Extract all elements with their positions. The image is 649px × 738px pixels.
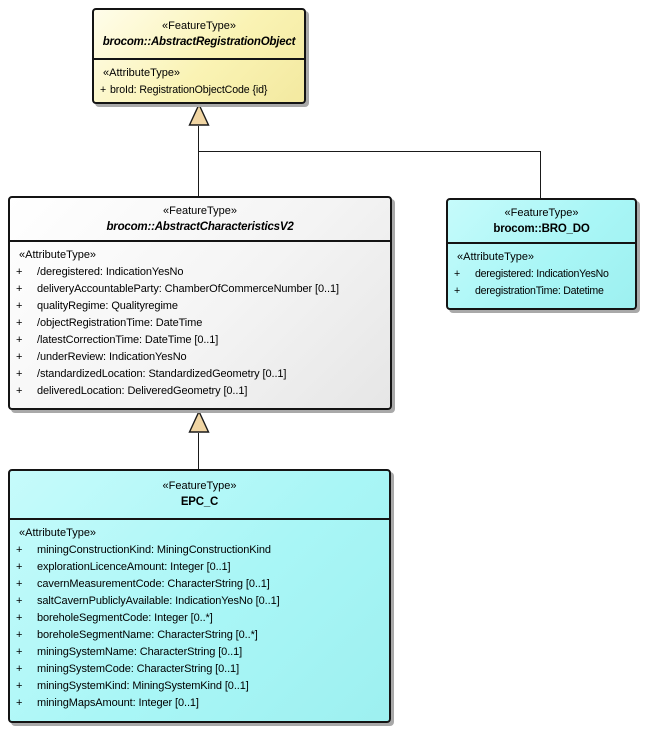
class-stereotype: «FeatureType» <box>163 204 237 217</box>
attribute-row <box>13 383 387 400</box>
attribute-row <box>13 610 386 627</box>
attribute-text: /standardizedLocation: StandardizedGeometry [0..1] <box>37 368 287 380</box>
class-name: brocom::AbstractCharacteristicsV2 <box>106 220 294 233</box>
class-header <box>10 471 389 520</box>
visibility-marker: + <box>16 612 23 624</box>
class-name: EPC_C <box>180 496 219 508</box>
attribute-text: miningSystemKind: MiningSystemKind [0..1] <box>37 680 249 692</box>
attribute-row <box>13 281 387 298</box>
visibility-marker: + <box>16 334 23 346</box>
visibility-marker: + <box>100 84 107 96</box>
attribute-row <box>13 298 387 315</box>
attribute-stereotype: «AttributeType» <box>103 67 181 79</box>
visibility-marker: + <box>16 266 23 278</box>
attribute-compartment <box>94 60 304 102</box>
visibility-marker: + <box>454 285 460 297</box>
attribute-row <box>451 266 632 283</box>
attribute-text: deregistered: IndicationYesNo <box>475 268 609 280</box>
visibility-marker: + <box>16 385 23 397</box>
class-abstract-characteristics-v2[interactable] <box>8 196 392 410</box>
class-epc-c[interactable] <box>8 469 391 723</box>
attribute-text: /objectRegistrationTime: DateTime <box>37 317 203 329</box>
visibility-marker: + <box>16 578 23 590</box>
class-abstract-registration-object[interactable] <box>92 8 306 104</box>
generalization-arrowhead-icon <box>188 410 210 434</box>
attribute-row <box>13 315 387 332</box>
class-header <box>448 200 635 244</box>
attribute-row <box>97 82 301 99</box>
attribute-text: miningMapsAmount: Integer [0..1] <box>37 697 199 709</box>
class-stereotype: «FeatureType» <box>162 19 236 32</box>
class-header <box>94 10 304 60</box>
edge-line <box>540 151 541 198</box>
attribute-text: boreholeSegmentCode: Integer [0..*] <box>37 612 213 624</box>
attribute-row <box>13 695 386 712</box>
attribute-row <box>13 678 386 695</box>
attribute-stereotype: «AttributeType» <box>19 249 97 261</box>
attribute-stereotype: «AttributeType» <box>457 251 535 263</box>
attribute-text: miningSystemCode: CharacterString [0..1] <box>37 663 240 675</box>
attribute-row <box>13 264 387 281</box>
class-stereotype: «FeatureType» <box>504 206 579 219</box>
attribute-compartment <box>10 520 389 721</box>
attribute-row <box>13 661 386 678</box>
attribute-row <box>13 627 386 644</box>
visibility-marker: + <box>16 368 23 380</box>
visibility-marker: + <box>16 697 23 709</box>
attribute-text: deregistrationTime: Datetime <box>475 285 604 297</box>
class-bro-do[interactable] <box>446 198 637 310</box>
attribute-row <box>13 332 387 349</box>
visibility-marker: + <box>16 300 23 312</box>
attribute-text: saltCavernPubliclyAvailable: IndicationYesNo [0..1] <box>37 595 280 607</box>
attribute-row <box>13 644 386 661</box>
visibility-marker: + <box>16 680 23 692</box>
attribute-row <box>13 593 386 610</box>
class-stereotype: «FeatureType» <box>162 480 237 492</box>
attribute-text: miningSystemName: CharacterString [0..1] <box>37 646 243 658</box>
edge-line <box>199 151 541 152</box>
attribute-row <box>13 542 386 559</box>
attribute-stereotype: «AttributeType» <box>19 527 97 539</box>
edge-line <box>198 126 199 196</box>
visibility-marker: + <box>16 595 23 607</box>
class-name: brocom::BRO_DO <box>493 222 590 235</box>
class-name: brocom::AbstractRegistrationObject <box>102 35 296 48</box>
attribute-compartment <box>10 242 390 408</box>
attribute-text: /deregistered: IndicationYesNo <box>37 266 184 278</box>
attribute-row <box>451 283 632 300</box>
attribute-text: deliveryAccountableParty: ChamberOfCommerceNumber [0..1] <box>37 283 339 295</box>
attribute-text: miningConstructionKind: MiningConstructionKind <box>37 544 271 556</box>
class-header <box>10 198 390 242</box>
visibility-marker: + <box>16 629 23 641</box>
visibility-marker: + <box>16 283 23 295</box>
attribute-row <box>13 349 387 366</box>
visibility-marker: + <box>16 646 23 658</box>
generalization-arrowhead-icon <box>188 103 210 127</box>
visibility-marker: + <box>16 317 23 329</box>
visibility-marker: + <box>16 561 23 573</box>
visibility-marker: + <box>16 351 23 363</box>
attribute-row <box>13 559 386 576</box>
attribute-text: /latestCorrectionTime: DateTime [0..1] <box>37 334 219 346</box>
attribute-text: cavernMeasurementCode: CharacterString [0..1] <box>37 578 270 590</box>
attribute-row <box>13 576 386 593</box>
attribute-compartment <box>448 244 635 308</box>
edge-line <box>198 433 199 469</box>
visibility-marker: + <box>454 268 460 280</box>
attribute-text: explorationLicenceAmount: Integer [0..1] <box>37 561 231 573</box>
attribute-text: boreholeSegmentName: CharacterString [0..*] <box>37 629 258 641</box>
attribute-text: broId: RegistrationObjectCode {id} <box>110 84 268 96</box>
attribute-text: qualityRegime: Qualityregime <box>37 300 178 312</box>
visibility-marker: + <box>16 663 23 675</box>
attribute-row <box>13 366 387 383</box>
attribute-text: deliveredLocation: DeliveredGeometry [0..1] <box>37 385 248 397</box>
attribute-text: /underReview: IndicationYesNo <box>37 351 187 363</box>
visibility-marker: + <box>16 544 23 556</box>
